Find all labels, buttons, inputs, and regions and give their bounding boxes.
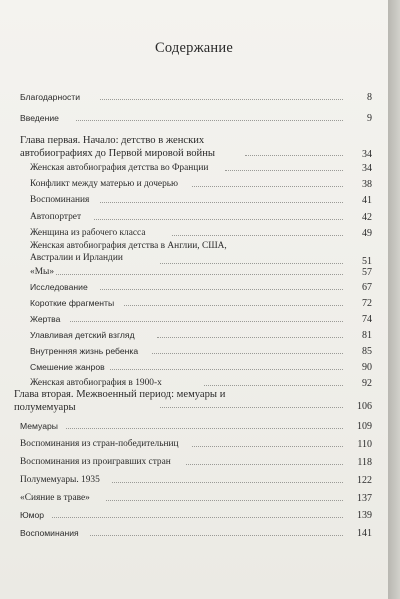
dot-leader xyxy=(204,383,343,386)
dot-leader xyxy=(172,233,343,236)
toc-entry-page: 8 xyxy=(367,92,372,103)
toc-entry-chapter xyxy=(0,388,388,416)
toc-entry-page: 137 xyxy=(357,493,372,504)
toc-entry xyxy=(0,281,388,296)
dot-leader xyxy=(112,480,343,483)
dot-leader xyxy=(124,303,343,306)
dot-leader xyxy=(76,118,343,121)
toc-entry-page: 109 xyxy=(357,421,372,432)
toc-entry-page: 141 xyxy=(357,528,372,539)
toc-entry-page: 49 xyxy=(362,228,372,239)
toc-entry xyxy=(0,456,388,471)
toc-entry-title: Воспоминания xyxy=(20,528,79,538)
dot-leader xyxy=(192,444,343,447)
dot-leader xyxy=(245,153,343,156)
dot-leader xyxy=(100,97,343,100)
toc-entry-title: Женская автобиография детства во Франции xyxy=(30,163,209,173)
toc-entry-page: 51 xyxy=(362,256,372,267)
dot-leader xyxy=(152,351,343,354)
toc-entry-page: 90 xyxy=(362,362,372,373)
toc-entry-page: 81 xyxy=(362,330,372,341)
dot-leader xyxy=(52,515,343,518)
toc-entry xyxy=(0,194,388,209)
toc-entry xyxy=(0,240,388,268)
toc-entry-title: Женская автобиография в 1900-х xyxy=(30,378,162,388)
toc-entry-page: 38 xyxy=(362,179,372,190)
page-edge xyxy=(388,0,400,599)
dot-leader xyxy=(186,462,343,465)
toc-entry-page: 34 xyxy=(362,163,372,174)
toc-entry xyxy=(0,112,388,127)
toc-entry-title: Введение xyxy=(20,113,59,123)
toc-entry-page: 106 xyxy=(357,401,372,412)
toc-entry-title: Юмор xyxy=(20,510,45,520)
dot-leader xyxy=(106,498,343,501)
dot-leader xyxy=(110,367,343,370)
dot-leader xyxy=(157,335,343,338)
toc-entry-page: 67 xyxy=(362,282,372,293)
toc-entry xyxy=(0,420,388,435)
toc-entry xyxy=(0,297,388,312)
toc-entry-title: Внутренняя жизнь ребенка xyxy=(30,346,139,356)
toc-entry xyxy=(0,266,388,281)
dot-leader xyxy=(94,217,343,220)
toc-entry xyxy=(0,492,388,507)
dot-leader xyxy=(70,319,343,322)
toc-entry-title: Воспоминания xyxy=(30,195,90,205)
toc-entry xyxy=(0,474,388,489)
toc-entry-page: 85 xyxy=(362,346,372,357)
toc-entry xyxy=(0,178,388,193)
toc-entry-page: 118 xyxy=(357,457,372,468)
toc-entry xyxy=(0,509,388,524)
toc-entry xyxy=(0,527,388,542)
toc-entry-title: Короткие фрагменты xyxy=(30,298,115,308)
toc-entry xyxy=(0,438,388,453)
toc-entry xyxy=(0,91,388,106)
toc-entry xyxy=(0,313,388,328)
toc-entry-title: Воспоминания из проигравших стран xyxy=(20,457,171,467)
toc-entry-page: 74 xyxy=(362,314,372,325)
dot-leader xyxy=(90,533,343,536)
toc-entry-title: Глава вторая. Межвоенный период: мемуары и полумемуары xyxy=(14,389,226,413)
toc-entry-page: 139 xyxy=(357,510,372,521)
dot-leader xyxy=(66,426,343,429)
toc-entry xyxy=(0,162,388,177)
dot-leader xyxy=(100,200,343,203)
toc-entry-page: 41 xyxy=(362,195,372,206)
toc-entry-title: Жертва xyxy=(30,314,61,324)
toc-entry-title: Воспоминания из стран-победительниц xyxy=(20,439,179,449)
toc-entry-title: Глава первая. Начало: детство в женских автобиографиях до Первой мировой войны xyxy=(20,135,216,159)
toc-entry-page: 92 xyxy=(362,378,372,389)
dot-leader xyxy=(56,272,343,275)
toc-entry-title: «Сияние в траве» xyxy=(20,493,90,503)
dot-leader xyxy=(225,168,343,171)
toc-entry-title: Женская автобиография детства в Англии, США, Австралии и Ирландии xyxy=(30,241,227,263)
toc-entry-page: 9 xyxy=(367,113,372,124)
toc-entry xyxy=(0,211,388,226)
toc-entry xyxy=(0,345,388,360)
toc-entry-page: 57 xyxy=(362,267,372,278)
toc-entry-page: 110 xyxy=(357,439,372,450)
toc-entry xyxy=(0,361,388,376)
toc-entry-page: 42 xyxy=(362,212,372,223)
contents-heading: Содержание xyxy=(155,40,233,56)
dot-leader xyxy=(192,184,343,187)
toc-entry-page: 34 xyxy=(362,149,372,160)
dot-leader xyxy=(160,261,343,264)
dot-leader xyxy=(100,287,343,290)
toc-entry-title: Мемуары xyxy=(20,421,58,431)
toc-entry-chapter xyxy=(0,134,388,164)
toc-entry-title: Полумемуары. 1935 xyxy=(20,475,100,485)
toc-entry-page: 72 xyxy=(362,298,372,309)
toc-entry-title: Женщина из рабочего класса xyxy=(30,228,146,238)
dot-leader xyxy=(160,405,343,408)
toc-entry-title: Смешение жанров xyxy=(30,362,105,372)
toc-entry-title: Автопортрет xyxy=(30,212,82,222)
toc-entry-page: 122 xyxy=(357,475,372,486)
toc-entry-title: Благодарности xyxy=(20,92,81,102)
toc-entry-title: Улавливая детский взгляд xyxy=(30,330,135,340)
toc-entry-title: Исследование xyxy=(30,282,88,292)
toc-entry-title: «Мы» xyxy=(30,267,55,277)
toc-entry-title: Конфликт между матерью и дочерью xyxy=(30,179,179,189)
toc-entry xyxy=(0,329,388,344)
